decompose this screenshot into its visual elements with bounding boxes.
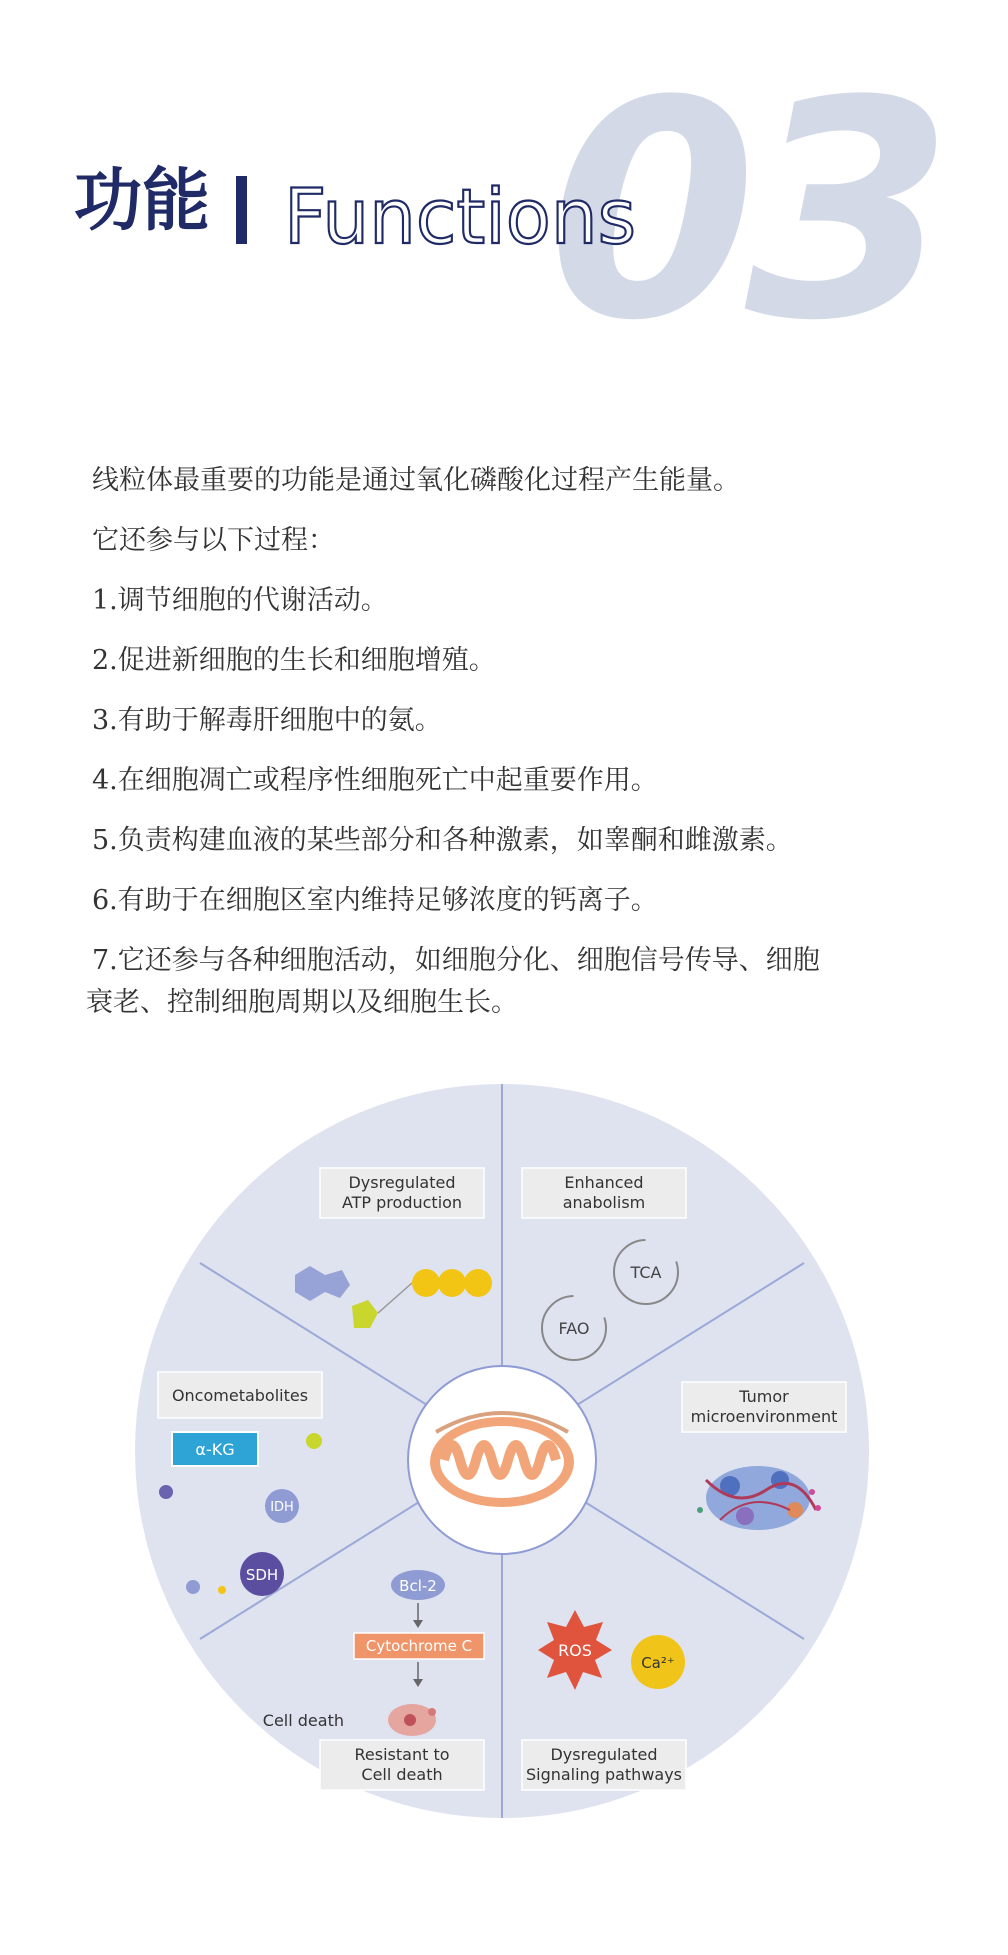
tumor-label-line-1: Tumor: [739, 1387, 789, 1406]
metabolite-dot: [186, 1580, 200, 1594]
tumor-label-line-2: microenvironment: [690, 1407, 838, 1426]
metabolite-dot: [218, 1586, 226, 1594]
section-number: 03: [548, 37, 942, 386]
sdh-label: SDH: [245, 1566, 279, 1584]
akg-label: α-KG: [195, 1440, 235, 1459]
function-item-1: 1.调节细胞的代谢活动。: [92, 585, 388, 616]
signaling-label-line-2: Signaling pathways: [525, 1765, 683, 1784]
signaling-label-line-1: Dysregulated: [550, 1745, 658, 1764]
dying-cell-icon: [388, 1704, 436, 1736]
title-chinese: 功能: [74, 162, 211, 241]
anabolism-label-line-1: Enhanced: [564, 1173, 644, 1192]
function-item-7: 7.它还参与各种细胞活动，如细胞分化、细胞信号传导、细胞: [92, 945, 820, 976]
title-english-text: Functions: [284, 172, 636, 261]
metabolite-dot: [306, 1433, 322, 1449]
function-item-3: 3.有助于解毒肝细胞中的氨。: [92, 705, 442, 736]
bcl2-label: Bcl-2: [399, 1577, 437, 1595]
atp-label-line-1: Dysregulated: [348, 1173, 456, 1192]
ca-label: Ca²⁺: [641, 1654, 675, 1672]
ros-label: ROS: [558, 1641, 592, 1660]
title-divider: [236, 176, 247, 244]
function-item-7-cont: 衰老、控制细胞周期以及细胞生长。: [86, 987, 518, 1018]
fao-label: FAO: [558, 1319, 590, 1338]
function-item-2: 2.促进新细胞的生长和细胞增殖。: [92, 645, 496, 676]
onco-label: Oncometabolites: [171, 1386, 309, 1405]
mitochondria-function-diagram: [0, 1080, 1008, 1880]
function-item-5: 5.负责构建血液的某些部分和各种激素，如睾酮和雌激素。: [92, 825, 793, 856]
title-english: [282, 165, 642, 265]
intro-line-1: 线粒体最重要的功能是通过氧化磷酸化过程产生能量。: [92, 465, 740, 496]
atp-label-line-2: ATP production: [341, 1193, 463, 1212]
cytc-label: Cytochrome C: [365, 1637, 473, 1655]
intro-line-2: 它还参与以下过程：: [92, 525, 335, 556]
anabolism-label-line-2: anabolism: [562, 1193, 646, 1212]
metabolite-dot: [159, 1485, 173, 1499]
mitochondrion-icon: [408, 1366, 596, 1554]
function-item-4: 4.在细胞凋亡或程序性细胞死亡中起重要作用。: [92, 765, 658, 796]
tca-label: TCA: [630, 1263, 662, 1282]
idh-label: IDH: [270, 1500, 294, 1515]
cell-death-text: Cell death: [262, 1711, 344, 1730]
resistant-label-line-1: Resistant to: [354, 1745, 450, 1764]
resistant-label-line-2: Cell death: [361, 1765, 443, 1784]
function-item-6: 6.有助于在细胞区室内维持足够浓度的钙离子。: [92, 885, 658, 916]
